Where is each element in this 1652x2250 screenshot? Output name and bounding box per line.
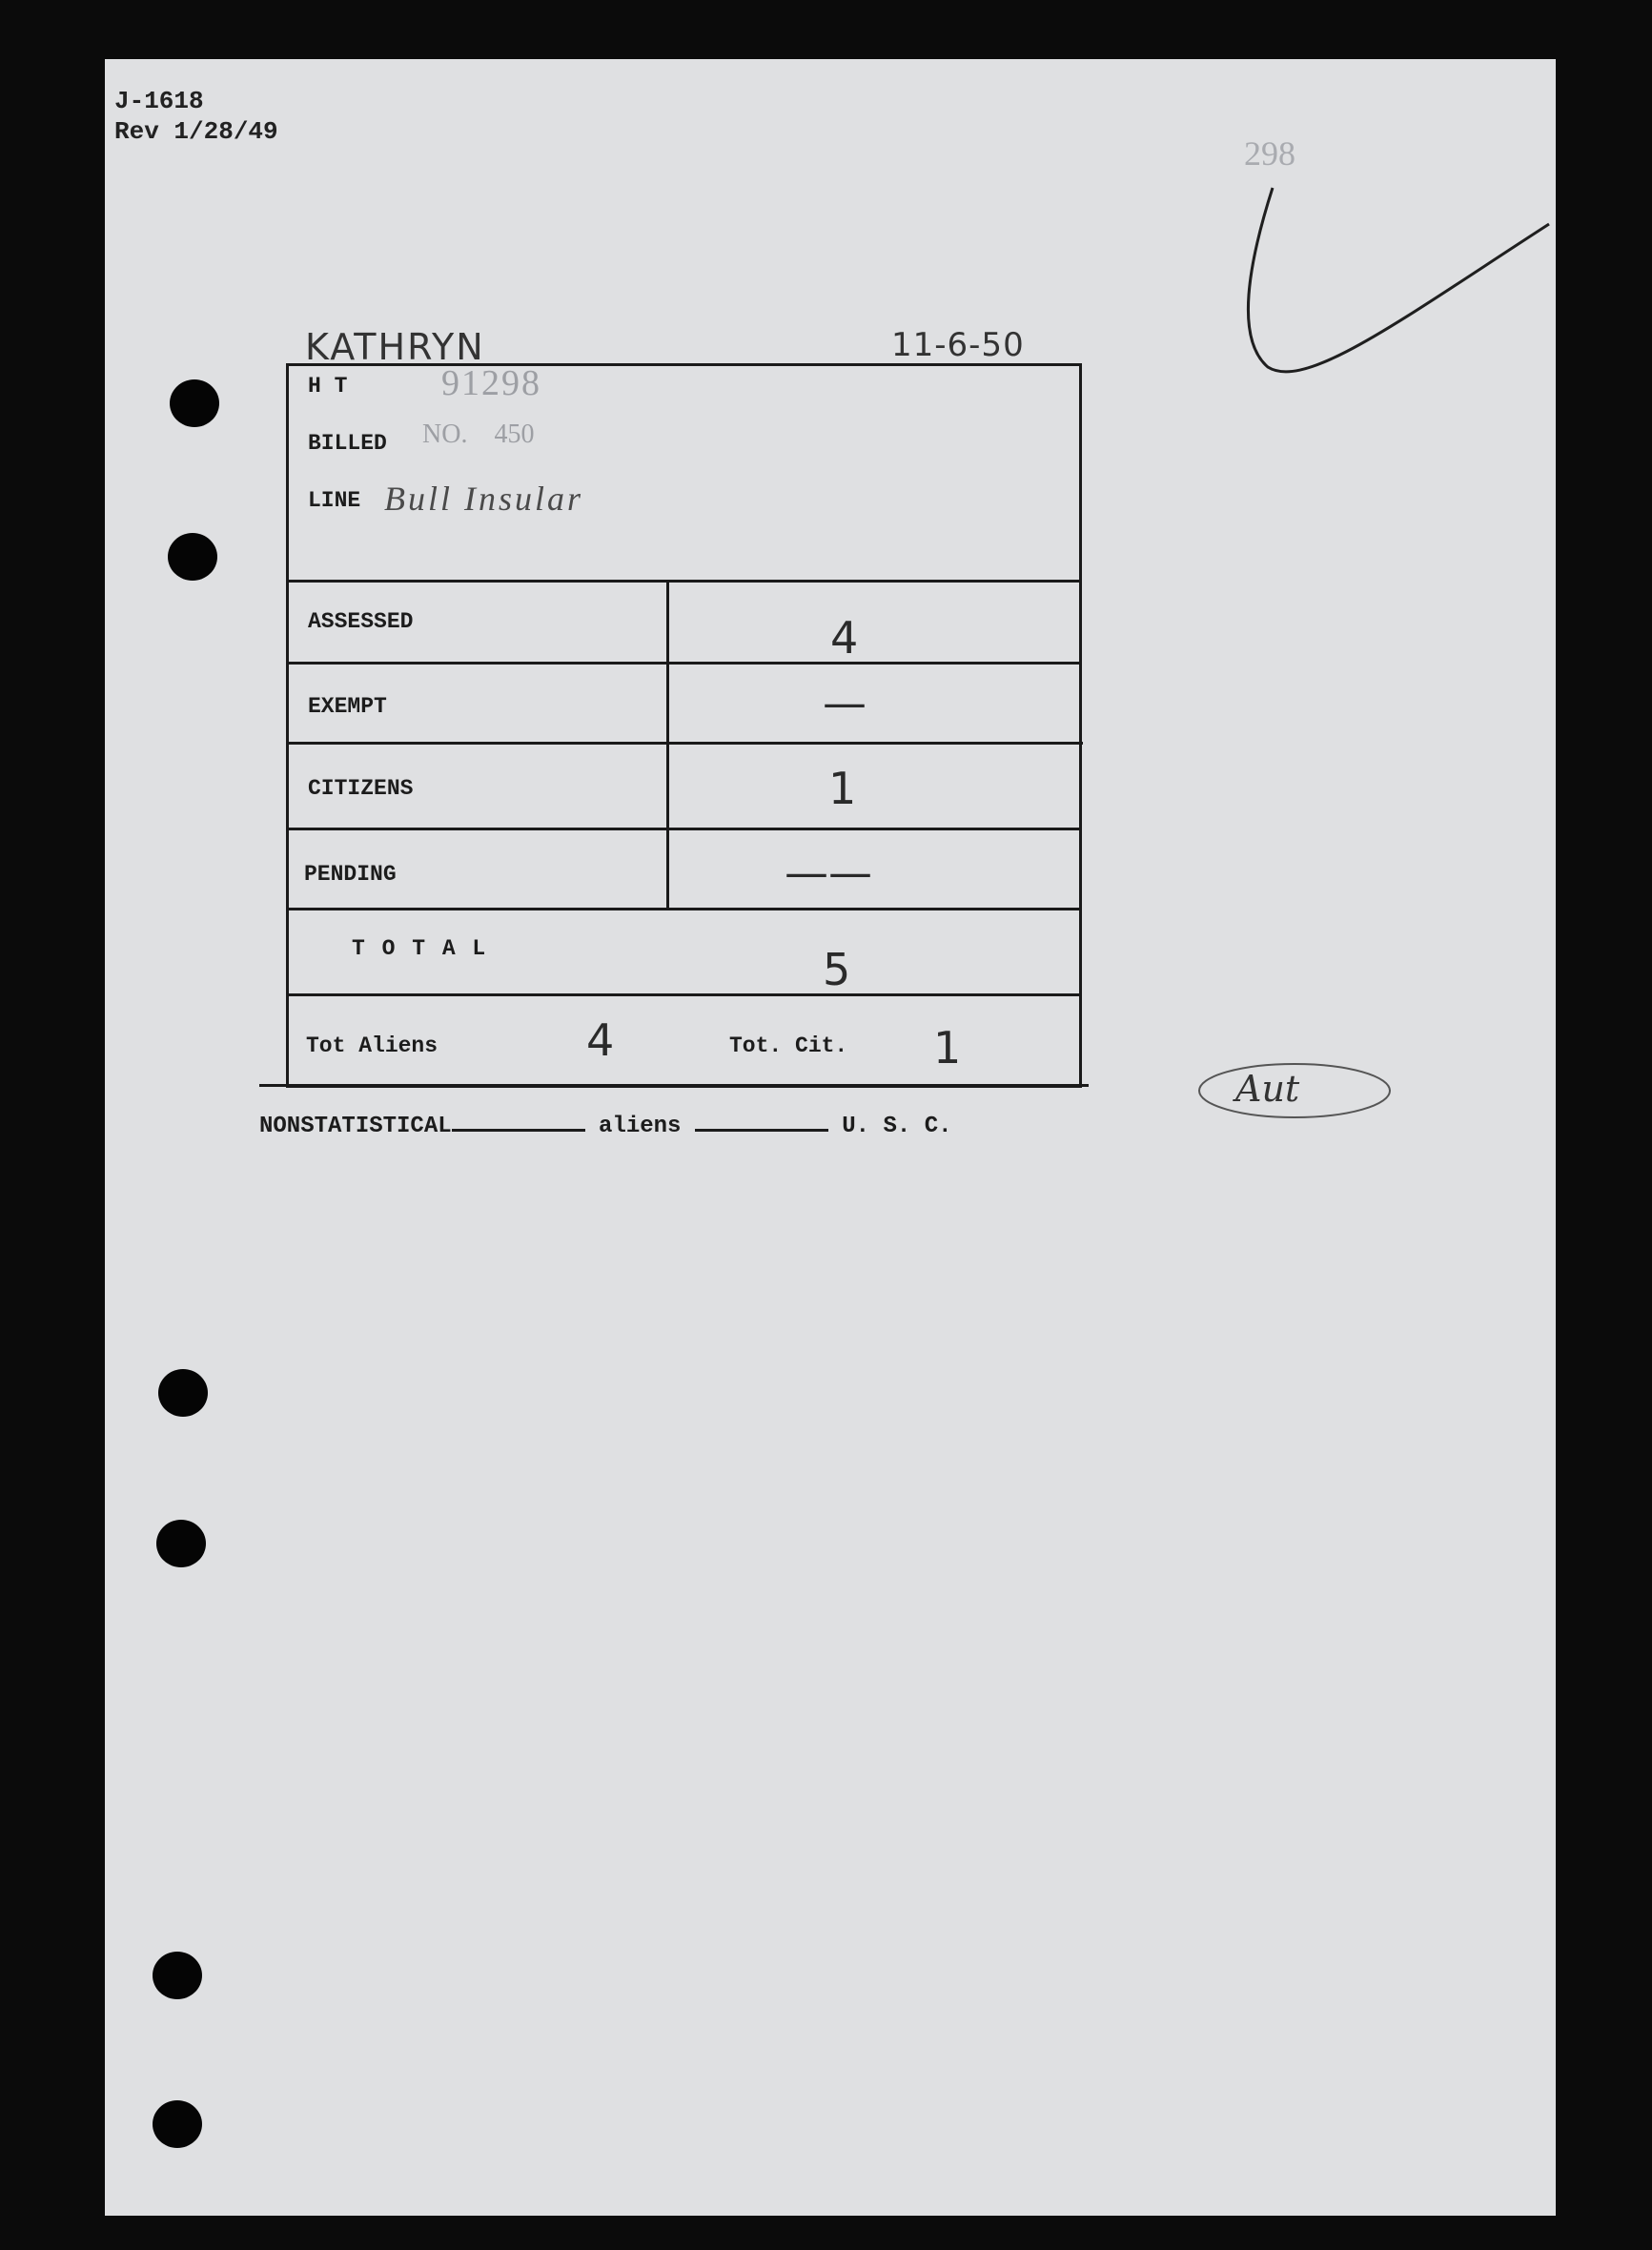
nonstatistical-line (259, 1114, 952, 1139)
initials: Aut (1235, 1068, 1300, 1110)
form-code (114, 86, 278, 147)
divider (289, 908, 1079, 910)
tot-cit-value: 1 (933, 1022, 962, 1074)
assessed-label: ASSESSED (308, 609, 414, 634)
total-label: T O T A L (352, 936, 488, 961)
tot-aliens-label: Tot Aliens (306, 1033, 438, 1058)
line-value: Bull Insular (384, 480, 584, 518)
form-number: J-1618 (114, 87, 204, 115)
tot-aliens-value: 4 (586, 1014, 615, 1066)
punch-hole (153, 2100, 202, 2148)
punch-hole (168, 533, 217, 581)
vessel-name: KATHRYN (305, 326, 485, 368)
divider (289, 662, 1079, 665)
form-date: 11-6-50 (891, 326, 1025, 364)
citizens-label: CITIZENS (308, 776, 414, 801)
billed-value: NO. 450 (422, 419, 535, 449)
check-mark (1230, 176, 1554, 386)
bottom-rule (259, 1084, 1089, 1087)
pending-label: PENDING (304, 862, 397, 887)
ht-value: 91298 (441, 363, 541, 403)
ht-label: H T (308, 374, 348, 399)
punch-hole (158, 1369, 208, 1417)
divider (289, 742, 1083, 745)
aliens-blank (695, 1129, 828, 1132)
total-value: 5 (823, 944, 851, 995)
assessed-value: 4 (830, 612, 859, 664)
nonstatistical-label: NONSTATISTICAL (259, 1114, 452, 1139)
citizens-value: 1 (828, 763, 857, 814)
divider (289, 993, 1079, 996)
billed-label: BILLED (308, 431, 387, 456)
usc-label: U. S. C. (842, 1114, 952, 1139)
divider (289, 580, 1079, 583)
divider (289, 828, 1079, 830)
punch-hole (153, 1952, 202, 1999)
exempt-value: — (823, 677, 867, 728)
form-revision: Rev 1/28/49 (114, 117, 278, 146)
punch-hole (170, 379, 219, 427)
aliens-label: aliens (599, 1114, 682, 1139)
line-label: LINE (308, 488, 361, 513)
nonstatistical-blank (452, 1129, 585, 1132)
page-number: 298 (1244, 134, 1295, 173)
punch-hole (156, 1520, 206, 1567)
manifest-form (286, 363, 1082, 1088)
exempt-label: EXEMPT (308, 694, 387, 719)
tot-cit-label: Tot. Cit. (729, 1033, 848, 1058)
pending-value: —— (785, 847, 872, 898)
